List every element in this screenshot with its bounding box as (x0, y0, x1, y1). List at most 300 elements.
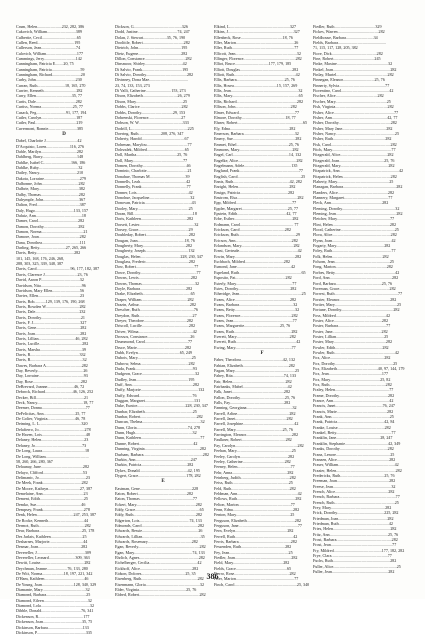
index-entry: Dougan, Joan..............................................18, 76 (115, 237, 195, 243)
index-entry: Fisher, Dorothy...................................................282 (313, 120, 397, 126)
index-entry: Ellis, Barbara...............................................25, 76 (214, 77, 295, 83)
index-entry: Cutler, Paul........................................219 (16, 120, 83, 126)
index-entry: Dalton, Fred..........................................387 (16, 202, 86, 208)
index-entry: Foreman, Grace.................................................282 (313, 285, 396, 291)
index-entry: Doherty, Harold..........................................67 (115, 136, 189, 142)
index-entry: Davis, Bowden W.................................282 (16, 303, 86, 309)
index-entry: Espeland, Ruth.............................................................65 (214, 269, 306, 275)
index-entry: Fletcher, Mary....................................................77 (313, 216, 395, 222)
index-entry: Daly, Hugo......................................133, 157 (16, 207, 89, 213)
index-entry: Deck, Nancy.............................................18, 77 (16, 400, 94, 406)
index-entry: Davis, Clarence J................................23, 76 (16, 271, 88, 277)
index-entry: Fitzpatrick, Ann..........................................................42 (313, 168, 404, 174)
index-entry: Ensign, Patricia...............................................282 (214, 189, 295, 195)
index-entry: Doran, Bill..........................................................18 (115, 211, 197, 217)
index-entry: Dygert, Grace...............................................178, 282 (115, 472, 201, 478)
index-entry: Farrell, Janet..................................................282 (214, 416, 293, 422)
index-entry: Durkin, Ann......................................................247 (115, 456, 197, 462)
index-entry: Esmond, Jane.....................................................42 (214, 264, 296, 270)
section-letter: E (161, 479, 165, 485)
index-entry: Frank, Patricia..............................................42, 84 (313, 419, 395, 425)
index-entry: De Long, Laura..........................................18 (16, 448, 90, 454)
index-entry: Fields, Grace..................................................65 (214, 565, 292, 571)
index-entry: Fisher, Nancy..........................................................25 (313, 130, 399, 136)
index-entry: Fox, Mary.................................................25, 82 (313, 376, 391, 382)
index-entry: Fisher, Ruth...................................................282 (313, 136, 392, 142)
index-entry: Farrell, Mary..............................................25, 76 (214, 426, 293, 432)
index-entry: Ferguson, Elizabeth...............................................282 (214, 517, 301, 523)
index-entry: Engelke, Alice.........................................................282 (214, 157, 303, 163)
index-entry: Eaton, Robert................................................282 (115, 490, 194, 496)
index-entry: Felton, Marion...................................................77 (214, 501, 295, 507)
index-entry: Fitzgerald, Alice..............................................282 (313, 152, 394, 158)
index-entry: Erickson, Carol............................................282 (214, 227, 291, 233)
index-entry: Dunbar, Robert.......................................................282 (115, 414, 203, 420)
index-entry: Edwards, Bessie.......................................................26 (115, 528, 203, 534)
index-entry: Everett, Ruth...........................................................42 (214, 339, 301, 345)
index-entry: Dibble, Donald.......................................76, 341 (16, 608, 94, 614)
index-entry: Diamond, Lola................................................32 (16, 603, 95, 609)
index-entry: Curry, Ellen...................................35, 77 (16, 93, 83, 99)
index-entry: Englund, Frank..........................................................77 (214, 168, 303, 174)
index-entry: Dailey, Nancy.....................................210 (16, 170, 84, 176)
index-entry: Culbertie, Cecil..................................65 (16, 34, 81, 40)
index-entry: Fischer, Mary..................................................25 (313, 98, 391, 104)
index-entry: Davis, Carol.................................96, 177, 182, 387 (16, 266, 100, 272)
index-entry: Etheridge, Jean.............................................................25 (214, 291, 306, 297)
index-entry: Evans, Florence..................................................282 (214, 312, 298, 318)
index-entry: Durham, Barbara..........................................................282 (115, 451, 209, 457)
index-entry: Eller, Ruth.............................................................77 (214, 45, 299, 51)
index-entry: Finnerty, Sylvia.............................................77 (313, 82, 390, 88)
index-entry: Finke, Maxine..................................................32 (313, 61, 393, 67)
index-entry: Edwards, Rosemary...........................................282 (115, 539, 198, 544)
index-entry: Dunn, Kathleen..........................................................77 (115, 435, 205, 441)
index-entry: Donahue, Thomas M...................................39 (115, 173, 190, 179)
index-entry: David, Aaron P......................................32 (16, 277, 84, 283)
index-entry: Darling, Betty..........................27, 265, 266 (16, 245, 87, 251)
index-entry: Dykes, Donald...............................................42, 195 (115, 467, 200, 473)
index-entry: Donner, Lois...................................................42 (115, 189, 193, 195)
index-entry: Feeley, Carolyn...............................................282 (214, 453, 295, 459)
index-entry: Dalbonne, John....................................282 (16, 180, 85, 186)
index-entry: Delimanic, Jo..............................................23 (16, 474, 90, 480)
index-entry: Drake, Elizabeth...............................................65 (115, 291, 195, 297)
index-entry: Denk, Helen....................................247, 253, 387 (16, 512, 97, 518)
index-entry: De Young, Joan...............................128, 340, 329 (16, 581, 97, 587)
index-entry: Fitch, Mary..........................................................77 (313, 146, 396, 152)
index-entry: Fry, Mildred...............................................177, 182, 282 (313, 547, 405, 553)
index-entry: Faber, Theodora.........................................42, 132 (214, 357, 296, 363)
index-entry: Dickenson, R............................................177 (16, 613, 90, 619)
index-entry: Di Salvio, Dorothy........................................282 (115, 72, 194, 78)
index-entry: Dowe, Dorothy.......................................................77 (115, 269, 201, 275)
index-entry: Donnells, Leah.............................................42 (115, 178, 191, 184)
index-entry: Duda, Frank........................................................93 (115, 366, 197, 371)
index-entry: Frey, Mary.....................................................282 (313, 504, 392, 510)
index-entry: Foster, Barbara...............................................77 (313, 323, 391, 329)
index-entry: Eppler, Margaret.............................................25, 77 (214, 205, 299, 211)
index-entry: Demko, Sue............................................46 (16, 501, 86, 507)
index-entry: Divinney, Dona Mae...................................... (115, 77, 189, 83)
index-entry: Fuller, Alice..............................................................25 (313, 563, 401, 569)
index-entry: Damer, Carol.......................................282 (16, 218, 85, 224)
index-entry: Devereller, Leonard..........................309, 363 (16, 555, 90, 561)
index-entry: Franklin, Jane...........................................28, 247 (313, 435, 393, 441)
index-entry: Fenton, Mary.....................................................25 (214, 512, 295, 518)
index-entry: Davis, Dorothy.......................................21 (16, 314, 85, 320)
index-entry: Donnelly, Frank............................................77 (115, 184, 191, 190)
index-entry: Cunningham, Richard............................20 (16, 72, 85, 78)
index-entry: Fitzgerald, Joan............................................25, 76 (313, 157, 395, 163)
index-entry: Frick, Dorothy..............................................225, 282 (313, 510, 399, 516)
index-entry: Dickinson, P................................................335 (16, 629, 92, 635)
index-entry: Douglas, Helen.......................................228, 230, 347 (115, 253, 203, 259)
index-entry: Donovan, Patricia..............................................43 (115, 200, 196, 206)
index-entry: Fickes, Warren........................................282 (313, 29, 385, 35)
index-entry: Dow, Robert.........................................................77 (115, 264, 199, 270)
index-entry: Dermot, Ruth.............................................282 (16, 522, 91, 528)
index-entry: Doris, Kathleen.............................................282 (115, 216, 194, 222)
index-entry: Fries, Helen........................................................282 (313, 526, 397, 532)
index-entry: Fowler, Edith..............................................282 (313, 344, 389, 350)
index-entry: Davies, Ellen.........................................23 (16, 293, 85, 299)
index-entry: Freese, Jean.........................................................32 (313, 483, 396, 489)
index-entry: Dietrich, John..........................................195 (115, 45, 188, 51)
index-entry: Dooley, Mary..................................................25 (115, 205, 193, 211)
index-entry: Duncan, Thelma.........................................................32 (115, 419, 205, 425)
index-entry: French, Ruth...........................................................25 (313, 499, 399, 505)
index-entry: Frost, Jean............................................................77 (313, 542, 397, 548)
index-entry: Damon, Dorothy..................................282 (16, 223, 85, 229)
index-entry: Fischer, Alice.........................................282 (313, 93, 384, 99)
index-entry: Cunningham, Patricia............................59 (16, 66, 85, 72)
index-entry: Drescher, Ruth.....................................................76 (115, 307, 198, 313)
index-entry: Fairbanks, Mabel............................................42 (214, 384, 292, 390)
index-entry: Eickhoff, Alice...................................................282 (115, 565, 199, 571)
section-letter: F (260, 350, 264, 356)
index-entry: Fern, Evelyn...................................................282 (214, 528, 294, 534)
index-entry: Fortier, Mary.............................................................25 (313, 301, 402, 307)
index-entry: Faulkner, Robert...........................................282 (214, 437, 292, 443)
index-entry: 288, 303, 325, 339, 348, 387 (16, 261, 64, 267)
index-entry: Curtis, Dale.......................................282 (16, 98, 82, 104)
index-entry: Ellis, Richard...........................................................282 (214, 98, 304, 104)
index-entry: Cullen, Reed....................................195 (16, 40, 81, 46)
index-entry: Folk, Helen.................................................282 (313, 253, 389, 259)
index-entry: Erbe, Esther.........................................................282 (214, 216, 299, 222)
index-entry: Ericson, Ann.......................................................282 (214, 237, 298, 243)
index-entry: DeBrevard, Joanne..........................46, 72 (16, 384, 85, 390)
index-entry: Edgerton, Lois.................................................74, 133 (115, 517, 202, 523)
index-entry: Ferrell, Ruth.........................................................42 (214, 533, 298, 539)
index-entry: Fagan, Mary...........................................................25 (214, 368, 300, 373)
index-entry: Doll, Martha........................................25, 76 (115, 152, 188, 158)
index-column-1 (16, 24, 112, 635)
index-entry: Davis, Marsha.........................................39 (16, 346, 86, 352)
index-entry: Duggan, Margaret................................................131 (115, 398, 201, 404)
index-entry: Fleming, Dorothy....................................................32 (313, 205, 400, 211)
index-entry: Fehr, Anna......................................................282 (214, 469, 294, 475)
index-entry: Curran, Ruth...........................18, 165, 270 (16, 82, 86, 88)
index-entry: Dougherty, Joseph..........................................132 (115, 248, 195, 254)
index-entry: D'Acquisto, Loren.......................116, 276 (16, 143, 85, 149)
index-entry: Durkin, Patricia.............................................282 (115, 462, 194, 468)
index-entry: Davis, R...................................................32 (16, 357, 87, 363)
index-entry: Crum, Helen........................232, 282, 386 (16, 24, 85, 29)
index-entry: Fraley, Helen.....................................................77 (313, 387, 394, 393)
index-entry: Drossos, Constance..........................................26 (115, 333, 195, 339)
index-entry: 71, 115, 117, 128, 205, 382 (313, 45, 358, 51)
index-entry: Eckert, Mary..........................................................282 (115, 501, 202, 507)
index-entry: Fay, Carolyn.............................................................282 (214, 442, 304, 448)
index-entry: Dolan, J. Stewart.......................35, 76, 190 (115, 34, 186, 40)
index-entry: Doubleday, Robert..........................................282 (115, 232, 196, 238)
index-column-2 (115, 24, 211, 598)
index-entry: Fenn, Edna...........................................................282 (214, 506, 300, 512)
index-entry: Engel, Carl.......................................................14, 132 (214, 152, 302, 158)
index-entry: Duff, Ann............................................................282 (115, 382, 200, 388)
index-entry: Folsom, Jean......................................................25 (313, 259, 394, 265)
section-letter: D (62, 131, 66, 137)
index-entry: Downs, Lewis...................................................282 (115, 275, 197, 281)
index-entry: Fox, Ruth.......................................................282 (313, 382, 392, 388)
index-entry: Egan, Mary.........................................................74, 133 (115, 549, 205, 555)
index-entry: Dickenson, Joan......................................35, 75 (16, 619, 93, 625)
index-entry: Finkel, Joan........................................................282 (313, 66, 397, 72)
index-entry: 23, 74, 133, 153, 273 (115, 82, 150, 88)
index-columns (16, 24, 409, 635)
index-entry: Forster, Eleanor..................................................282 (313, 296, 397, 302)
index-entry: Drazin, Arthur..................................................282 (115, 301, 196, 307)
index-entry: Feeney, Helen....................................................77 (214, 464, 295, 470)
index-entry: Eddy, Grace...............................................................65 (115, 506, 204, 512)
index-entry: Fisher, Ann......................................................42, 77 (313, 114, 398, 120)
index-entry: Eisenberg, Ruth.......................................................282 (115, 576, 204, 582)
index-entry: Fellows, Ruth.........................................................282 (214, 496, 302, 502)
index-entry: Dougherty, Mary..........................................282 (115, 243, 193, 249)
index-entry: Franz, Lenore.....................................................25 (313, 451, 395, 457)
index-entry: Dillon, Constance........................................282 (115, 56, 192, 62)
index-entry: Cunningham, Patricia E........20, 75 (16, 61, 74, 67)
index-entry: Curtiss, Norma...............................25, 77 (16, 104, 83, 110)
index-entry: Fabian, Elizabeth.............................................282 (214, 362, 295, 368)
index-entry: Foster, Mary...................................................282 (313, 339, 393, 345)
index-entry: Esterly, Mary.......................................................77 (214, 280, 297, 286)
index-entry: Desmar, Joan..........................................282 (16, 544, 88, 550)
index-entry: Frazier, Helen..........................................................282 (313, 467, 402, 473)
index-entry: Feiss, Ruth.......................................................25 (214, 480, 293, 486)
index-entry: Ellicott, Jean............................................................32 (214, 50, 301, 56)
index-entry: Evans, Ruth........................................................282 (214, 328, 298, 334)
index-entry: Duffy, Edward....................................................76 (115, 392, 197, 398)
index-entry: Cuvermont, Ronnie............................385 (16, 125, 84, 131)
index-entry: Cullerson, Jean..................................74 (16, 45, 81, 51)
index-entry: Elkind, L...........................................................327 (214, 24, 296, 29)
index-entry: Fox, Elizabeth........................................40, 97, 144, 179 (313, 366, 405, 371)
index-entry: Fey, Jean..........................................................25 (214, 549, 293, 555)
index-entry: Flanagan, Barbara....................................................282 (313, 184, 403, 190)
index-entry: Enright, Helen..................................................282 (214, 184, 296, 190)
index-entry: Epp, Mildred.......................................................77 (214, 200, 297, 206)
index-entry: Dunbar, Elizabeth...............................................25 (115, 408, 197, 414)
index-entry: Feeley, Catherine.........................................282 (214, 458, 291, 464)
index-entry: Ehrlich, Agnes..........................................................282 (115, 555, 205, 561)
index-entry: Decker, Bill...............................................21 (16, 394, 89, 400)
index-entry: Demelaine, Ann........................................23 (16, 490, 88, 496)
index-entry: Feinberg, Judith................................................282 (214, 474, 296, 480)
index-entry: Feehan, Mary......................................................25 (214, 448, 296, 454)
index-entry: Fiore, Dick............................................282 (313, 50, 383, 56)
index-entry: Freeman, Joan...................................................282 (313, 478, 396, 484)
index-entry: Friedman, Joan................................................282 (313, 515, 394, 521)
index-entry: Dreydon, Ruth....................................................27 (115, 312, 197, 318)
index-entry: Eschbach, Mildred......................................282 (214, 259, 290, 265)
index-entry: Dempsey, Frank........................................278 (16, 506, 90, 512)
index-entry: Ennis, Ruth.......................................................42, 282 (214, 178, 302, 184)
index-entry: Daluiz, Ann.............................................18 (16, 213, 86, 219)
index-entry: Dalrymple, John...................................367 (16, 197, 86, 202)
index-entry: Dahle, Marilyn...................................282 (16, 148, 83, 154)
index-entry: Fisher, Mary Jane...........................................282 (313, 125, 393, 131)
index-entry: Devereller, J...............................................309 (16, 549, 91, 555)
index-entry: Finch, Carol.............................................................25, 340 (214, 581, 310, 587)
index-entry: Deiming, L. L.........................................320 (16, 421, 88, 427)
index-entry: Davis, Dale...........................................232 (16, 309, 86, 315)
page-number: 386 (206, 572, 219, 581)
index-entry: Erickson, Ruth........................................................29 (214, 232, 300, 238)
index-entry: Ewing, Mary.......................................................77 (214, 344, 296, 350)
index-entry: Eastman, Gene...................................................228 (115, 485, 199, 491)
index-entry: Di Salvio, Frank.......................................195 (115, 66, 189, 72)
index-entry: Farrington, Eleanor.............................................282 (214, 432, 299, 438)
index-entry: Flint, Helen........................................................282 (313, 221, 397, 227)
index-entry: Davis, R................................................332 (16, 351, 86, 357)
index-entry: Ellis, Jean..................................................................32 (214, 88, 303, 94)
index-entry: Cutler, Carolyn..................................187 (16, 114, 83, 120)
index-entry: Foster, Alice...............................................282 (313, 317, 388, 323)
index-entry: Doering, Ruth......................208, 276, 347 (115, 130, 184, 136)
index-entry: Egan, Beverly............................................................282 (115, 544, 206, 550)
index-entry: Dunne, Robert.....................................................42 (115, 440, 198, 446)
index-entry: Flannery, Margaret...........................................77 (313, 195, 393, 200)
index-entry: Doyle, Barbara.............................................282 (115, 285, 193, 291)
index-entry: Fair, Helen....................................................282 (214, 378, 292, 384)
index-entry: Elmer, Edward.......................................................77 (214, 109, 299, 115)
index-entry: Forrest, Ruth..............................................................77 (313, 291, 403, 297)
index-entry: Fahey, Rita..................................................74, 133 (214, 373, 297, 379)
index-entry: Dawes, Barbara A...................................282 (16, 362, 88, 368)
index-entry: Dodd, Justine.......................................74, 247 (115, 29, 190, 35)
index-entry: Dinsmoor, Shirley.....................................42 (115, 61, 187, 67)
index-entry: De Golier, Virginia...........................46, 78 (16, 416, 86, 422)
index-entry: Estes, Dorothy...................................................282 (214, 285, 297, 291)
index-entry: Davis, Lillian....................................46, 282 (16, 335, 88, 341)
index-entry: Friedman, Ruth.................................................42 (313, 520, 393, 526)
index-entry: Ellis, Mary.................................................................65 (214, 93, 303, 99)
index-entry: Emerson, Barbara..................................................32 (214, 130, 299, 136)
index-entry: Dobson, W. W...........................................333 (115, 120, 189, 126)
index-entry: Debrock, Richard...........................46, 126, 252 (16, 389, 94, 395)
index-entry: Damore, Joan........................................282 (16, 234, 86, 240)
index-entry: Diamond, Eileen...........................................32 (16, 597, 92, 603)
index-entry: Frame, Dorothy................................................282 (313, 392, 395, 398)
index-entry: Fisher, Alice...........................................................77 (313, 109, 399, 115)
index-entry: Drummond, Carol..........................................77 (115, 339, 193, 345)
index-entry: Fitzpatrick, Helen...............................................282 (313, 173, 397, 179)
index-entry: Edwards, Lillian.........................................................35 (115, 533, 205, 539)
index-entry: Dunn, Gloria..................................................74, 278 (115, 424, 201, 430)
index-entry: Delafierro, Jo.............................................278 (16, 426, 91, 432)
index-entry: Eaton, Thomas....................................................77 (115, 496, 198, 502)
index-entry: Dubois, Mary.....................................................25 (115, 355, 196, 361)
index-entry: Delaney, Jo..............................................73 (16, 442, 87, 448)
index-entry: Fogarty, Mary...............................................282 (313, 243, 391, 249)
index-entry: Ernst, Gertrude.........................................................42 (214, 248, 302, 254)
index-entry: Franzen, Alice...................................................282 (313, 456, 396, 462)
index-entry: Davis, Betty.....................................282 (16, 250, 81, 256)
index-entry: Fieldhouse, Barbara...........................34 (313, 34, 378, 40)
index-entry: Dalby, Thomas.....................................282 (16, 191, 85, 197)
index-entry: Fiorentino, Carol...............................................42 (313, 88, 394, 94)
index-entry: Domen, Dorothy...........................................46 (115, 162, 191, 168)
index-entry: DeFelicitas, Ann...............................25, 77 (16, 410, 86, 416)
index-entry: Ford, Barbara.............................................25, 76 (313, 280, 393, 286)
index-entry: Ely, Edna..........................................................282 (214, 125, 296, 131)
index-entry: Forbes, Betty...........................................................42 (313, 269, 400, 275)
index-entry: Curby, John.......................................230 (16, 77, 82, 83)
index-entry: Dahlke, Ruby.......................................32 (16, 164, 83, 170)
index-entry: Fleck, Ann..................................................282 (313, 200, 389, 206)
index-entry: Frankel, Betty......................................................77 (313, 430, 396, 436)
index-entry: Eldred, Robert...........................................................282 (115, 592, 206, 598)
index-entry: Dickinson, Barbara..................................133 (16, 624, 89, 630)
index-entry: Davidson, Nita........................................96 (16, 282, 86, 288)
index-entry: Foley, Ruth..........................................................77 (313, 248, 396, 254)
index-entry: Diamante, Mary..........................................32 (16, 587, 90, 593)
index-entry: Dobbs, Clarice.........................................282 (115, 104, 188, 110)
index-entry: Francis, Marie.................................................282 (313, 408, 394, 414)
index-entry: Fox, Dorothy.........................................................25 (313, 360, 398, 366)
index-entry: Ellinger, Florence...................................................282 (214, 56, 302, 62)
index-entry: Fleming, Jean...........................................................282 (313, 211, 403, 217)
index-entry: Emmet, Ethel...................................................25, 76 (214, 141, 299, 147)
index-entry: Driscoll, Lucille..............................................282 (115, 323, 196, 329)
index-entry: Culovich, William..............................177 (16, 50, 84, 56)
index-entry: Falk, Janet...................................................282 (214, 389, 291, 395)
index-entry: Dominic, Charlotte........................................21 (115, 168, 192, 174)
index-entry: Day, Lorraine............................................93 (16, 373, 88, 379)
index-entry: Fowler, Ruth...........................................................42 (313, 349, 399, 355)
index-entry: Dubb, Evelyn.........................................65, 249 (115, 349, 192, 355)
index-entry: Foss, Mildred.................................................42 (313, 312, 390, 318)
index-entry: Delaunay, June.........................................282 (16, 464, 90, 470)
index-entry: Diamond, Barbara.......................................25 (16, 592, 91, 598)
index-entry: Dalbrie, Mary.......................................382 (16, 186, 85, 192)
index-entry: Elkins, J................................................................327 (214, 29, 300, 35)
index-entry: Fields, Barbara............................................... (313, 40, 387, 46)
index-entry: Delaney, Helen..........................................23 (16, 437, 89, 443)
index-entry: Franke, Louise..............................................282 (313, 424, 391, 430)
index-entry: Fierro, Rose......................................................282 (214, 571, 296, 577)
index-entry: Ellis, Hosea..........................................15, 157, 269 (214, 82, 298, 88)
index-entry: Elliot, Bruce.................................177, 179, 185 (214, 61, 292, 67)
index-entry: Fortune, Dorothy...................................................282 (313, 307, 400, 313)
index-entry: Duffy, Marjorie........................................................132 (115, 387, 205, 393)
index-entry: Dolezalek, Mildred.....................................65 (115, 146, 189, 152)
index-entry: Deemer, Donna...........................................77 (16, 405, 90, 411)
index-entry: Feldman, Ann...........................................................42 (214, 490, 302, 496)
